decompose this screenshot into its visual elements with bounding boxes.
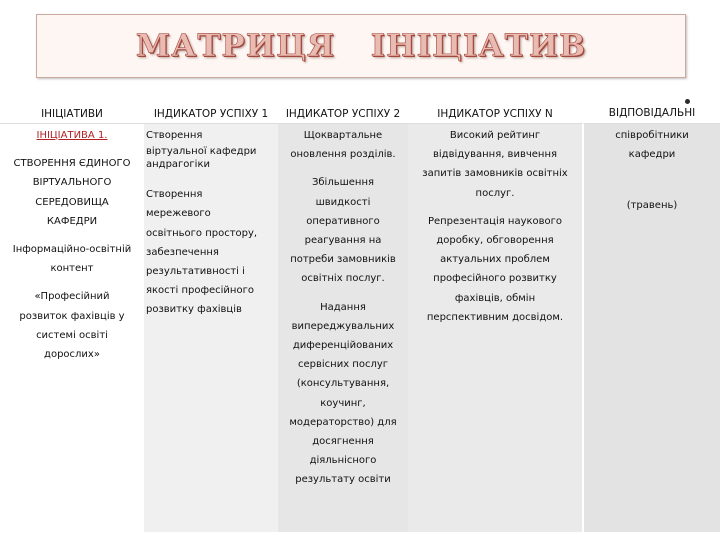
text-line: Репрезентація наукового <box>427 215 563 227</box>
text-line: оновлення розділів. <box>290 149 396 161</box>
header-responsible: ВІДПОВІДАЛЬНІ <box>582 104 720 124</box>
project-line: розвиток фахівців у <box>19 310 125 322</box>
indicator-n-cell <box>408 124 582 532</box>
text-line: Створення <box>146 130 203 141</box>
indicator-1-cell <box>144 124 278 532</box>
text-line: якості професійного <box>146 285 254 297</box>
text-line: Створення <box>146 189 203 201</box>
initiative-label: ІНІЦІАТИВА 1. <box>36 130 108 141</box>
initiatives-cell <box>0 124 144 532</box>
content-line: контент <box>50 263 94 275</box>
text-line: Збільшення <box>311 177 375 189</box>
text-line: Щоквартальне <box>303 130 383 141</box>
text-line: диференційованих <box>292 340 394 352</box>
text-line: забезпечення <box>146 246 219 258</box>
text-line: відвідування, вивчення <box>433 149 557 161</box>
header-indicator-1: ІНДИКАТОР УСПІХУ 1 <box>144 104 278 124</box>
text-line: перспективним досвідом. <box>426 311 564 323</box>
text-line: фахівців, обмін <box>454 292 536 304</box>
content-line: Інформаційно-освітній <box>12 244 132 256</box>
text-line: професійного розвитку <box>433 273 557 285</box>
text-line: випереджувальних <box>291 320 395 332</box>
text-line: запитів замовників освітніх <box>422 168 568 180</box>
text-line: потреби замовників <box>290 254 396 266</box>
text-line: швидкості <box>315 196 371 208</box>
text-line: коучинг, <box>320 397 366 409</box>
responsible-cell <box>582 124 720 532</box>
text-line: розвитку фахівців <box>146 304 242 316</box>
text-line: результату освіти <box>295 474 391 486</box>
initiative-name-line: КАФЕДРИ <box>46 215 98 227</box>
text-line: мережевого <box>146 208 211 220</box>
text-line: освітніх послуг. <box>301 273 385 285</box>
text-line: андрагогіки <box>146 159 210 171</box>
text-line: сервісних послуг <box>297 359 389 371</box>
initiative-name-line: СТВОРЕННЯ ЄДИНОГО <box>13 158 131 170</box>
title-banner <box>36 14 686 78</box>
text-line: модераторство) для <box>289 416 397 428</box>
text-line: оперативного <box>306 215 380 227</box>
header-indicator-n: ІНДИКАТОР УСПІХУ N <box>408 104 582 124</box>
text-line: Надання <box>320 301 366 313</box>
text-line: доробку, обговорення <box>436 235 554 247</box>
text-line: діяльнісного <box>309 455 377 467</box>
project-line: «Професійний <box>34 291 110 303</box>
text-line: актуальних проблем <box>440 254 550 266</box>
indicator-2-cell <box>278 124 408 532</box>
text-line: освітнього простору, <box>146 227 258 239</box>
page-title: МАТРИЦЯ ІНІЦІАТИВ <box>135 28 587 64</box>
text-line: Високий рейтинг <box>449 130 541 141</box>
header-indicator-2: ІНДИКАТОР УСПІХУ 2 <box>278 104 408 124</box>
text-line: реагування на <box>304 235 382 247</box>
text-line: (консультування, <box>296 378 390 390</box>
text-line: віртуальної кафедри <box>146 146 257 158</box>
initiatives-matrix-table <box>0 104 720 532</box>
text-line: кафедри <box>628 149 676 161</box>
text-line: досягнення <box>312 436 374 448</box>
initiative-name-line: СЕРЕДОВИЩА <box>35 196 109 208</box>
header-initiatives: ІНІЦІАТИВИ <box>0 104 144 124</box>
initiative-name-line: ВІРТУАЛЬНОГО <box>32 177 112 189</box>
project-line: дорослих» <box>44 349 100 361</box>
text-line: співробітники <box>615 130 689 141</box>
text-line: (травень) <box>626 200 678 212</box>
text-line: послуг. <box>475 187 515 199</box>
project-line: системі освіті <box>36 329 108 341</box>
text-line: результативності і <box>146 266 245 278</box>
